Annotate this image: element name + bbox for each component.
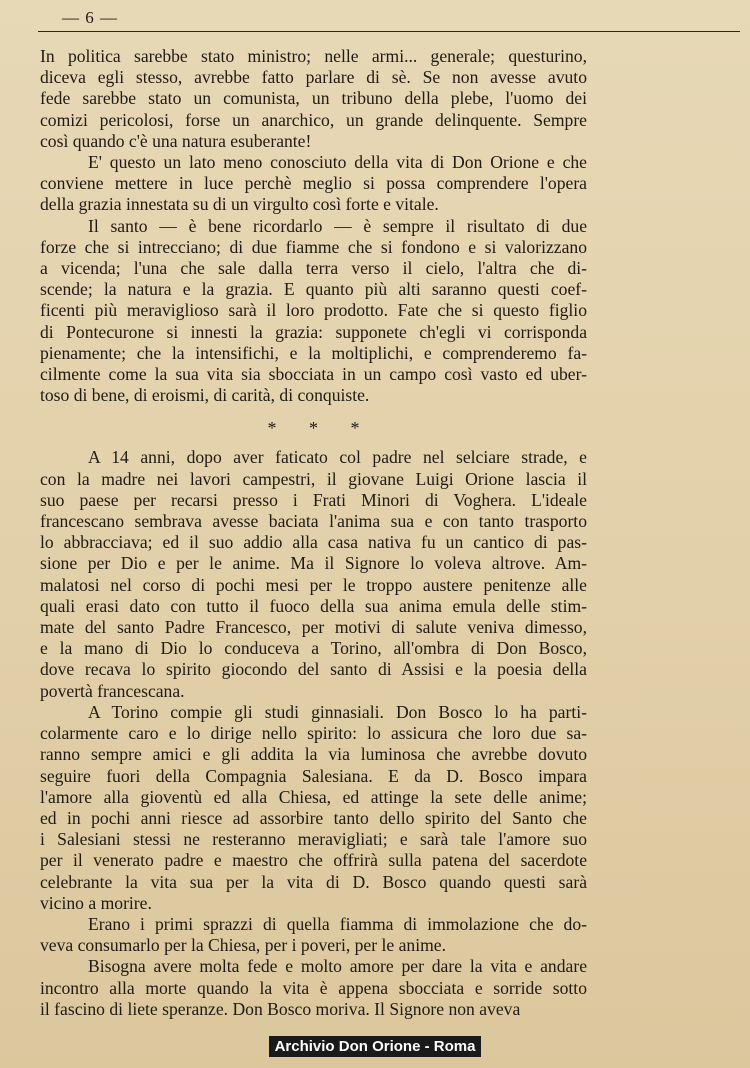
text-line: francescano sembrava avesse baciata l'anima sua e con tanto trasporto [40,511,587,532]
paragraph [40,152,587,216]
section-a [40,46,587,406]
paragraph [40,914,587,956]
footer [0,1024,750,1068]
text-line: cilmente come la sua vita sia sbocciata in un campo così vasto ed uber- [40,364,587,385]
text-line: suo paese per recarsi presso i Frati Minori di Voghera. L'ideale [40,489,587,510]
text-line: malatosi nel corso di pochi mesi per le troppo austere penitenze alle [40,574,587,595]
text-line: sione per Dio e per le anime. Ma il Signore lo voleva altrove. Am- [40,553,587,574]
text-line: ed in pochi anni riesce ad assorbire tanto dello spirito del Santo che [40,807,587,828]
text-line: Il santo — è bene ricordarlo — è sempre il risultato di due [88,215,587,236]
archive-label: Archivio Don Orione - Roma [269,1036,482,1057]
text-line: vicino a morire. [40,892,152,913]
text-line: conviene mettere in luce perchè meglio si possa comprendere l'opera [40,173,587,194]
section-b [40,447,587,1019]
text-line: fede sarebbe stato un comunista, un tribuno della plebe, l'uomo dei [40,88,587,109]
text-line: mate del santo Padre Francesco, per motivi di salute veniva dimesso, [40,617,587,638]
text-line: di Pontecurone si innesti la grazia: supponete ch'egli vi corrisponda [40,321,587,342]
text-line: ranno sempre amici e gli addita la via luminosa che avrebbe dovuto [40,744,587,765]
text-line: E' questo un lato meno conosciuto della vita di Don Orione e che [88,152,587,173]
text-line: A Torino compie gli studi ginnasiali. Don Bosco lo ha parti- [88,701,587,722]
text-line: per il venerato padre e maestro che offrirà sulla patena del sacerdote [40,850,587,871]
text-line: della grazia innestata su di un virgulto così forte e vitale. [40,194,439,215]
text-line: lo abbracciava; ed il suo addio alla casa nativa fu un cantico di pas- [40,532,587,553]
text-line: povertà francescana. [40,680,185,701]
text-line: diceva egli stesso, avrebbe fatto parlare di sè. Se non avesse avuto [40,67,587,88]
text-line: a vicenda; l'una che sale dalla terra verso il cielo, l'altra che di- [40,258,587,279]
paragraph [40,216,587,407]
text-line: l'amore alla gioventù ed alla Chiesa, ed attinge la sete delle anime; [40,786,587,807]
page-number: — 6 — [62,8,118,27]
text-line: toso di bene, di eroismi, di carità, di conquiste. [40,385,370,406]
text-line: A 14 anni, dopo aver faticato col padre nel selciare strade, e [88,447,587,468]
text-line: Bisogna avere molta fede e molto amore per dare la vita e andare [88,956,587,977]
body-text [40,46,587,1020]
text-line: colarmente caro e lo dirige nello spirito: lo assicura che loro due sa- [40,723,587,744]
header-rule [38,31,740,32]
text-line: veva consumarlo per la Chiesa, per i poveri, per le anime. [40,935,446,956]
text-line: dove recava lo spirito giocondo del santo di Assisi e la poesia della [40,659,587,680]
text-line: il fascino di liete speranze. Don Bosco moriva. Il Signore non aveva [40,998,521,1019]
text-line: celebrante la vita sua per la vita di D. Bosco quando questi sarà [40,871,587,892]
text-line: i Salesiani stessi ne resteranno meravigliati; e sarà tale l'amore suo [40,829,587,850]
paragraph [40,956,587,1020]
text-line: incontro alla morte quando la vita è appena sbocciata e sorride sotto [40,977,587,998]
text-line: scende; la natura e la grazia. E quanto più alti saranno questi coef- [40,279,587,300]
text-line: e la mano di Dio lo conduceva a Torino, all'ombra di Don Bosco, [40,638,587,659]
paragraph [40,46,587,152]
text-line: con la madre nei lavori campestri, il giovane Luigi Orione lascia il [40,468,587,489]
text-line: forze che si intrecciano; di due fiamme che si fondono e si valorizzano [40,236,587,257]
text-line: quali erasi dato con tutto il fuoco della sua anima emula delle stim- [40,595,587,616]
text-line: In politica sarebbe stato ministro; nelle armi... generale; questurino, [40,46,587,66]
text-line: pienamente; che la intensifichi, e la moltiplichi, e comprenderemo fa- [40,342,587,363]
paragraph [40,447,587,701]
text-line: così quando c'è una natura esuberante! [40,130,312,151]
paragraph [40,702,587,914]
text-line: comizi pericolosi, forse un anarchico, un grande delinquente. Sempre [40,109,587,130]
text-line: seguire fuori della Compagnia Salesiana. E da D. Bosco impara [40,765,587,786]
text-line: Erano i primi sprazzi di quella fiamma di immolazione che do- [88,913,587,934]
text-line: ficenti più meraviglioso sarà il loro prodotto. Fate che si questo figlio [40,300,587,321]
section-separator: * * * [267,418,374,439]
